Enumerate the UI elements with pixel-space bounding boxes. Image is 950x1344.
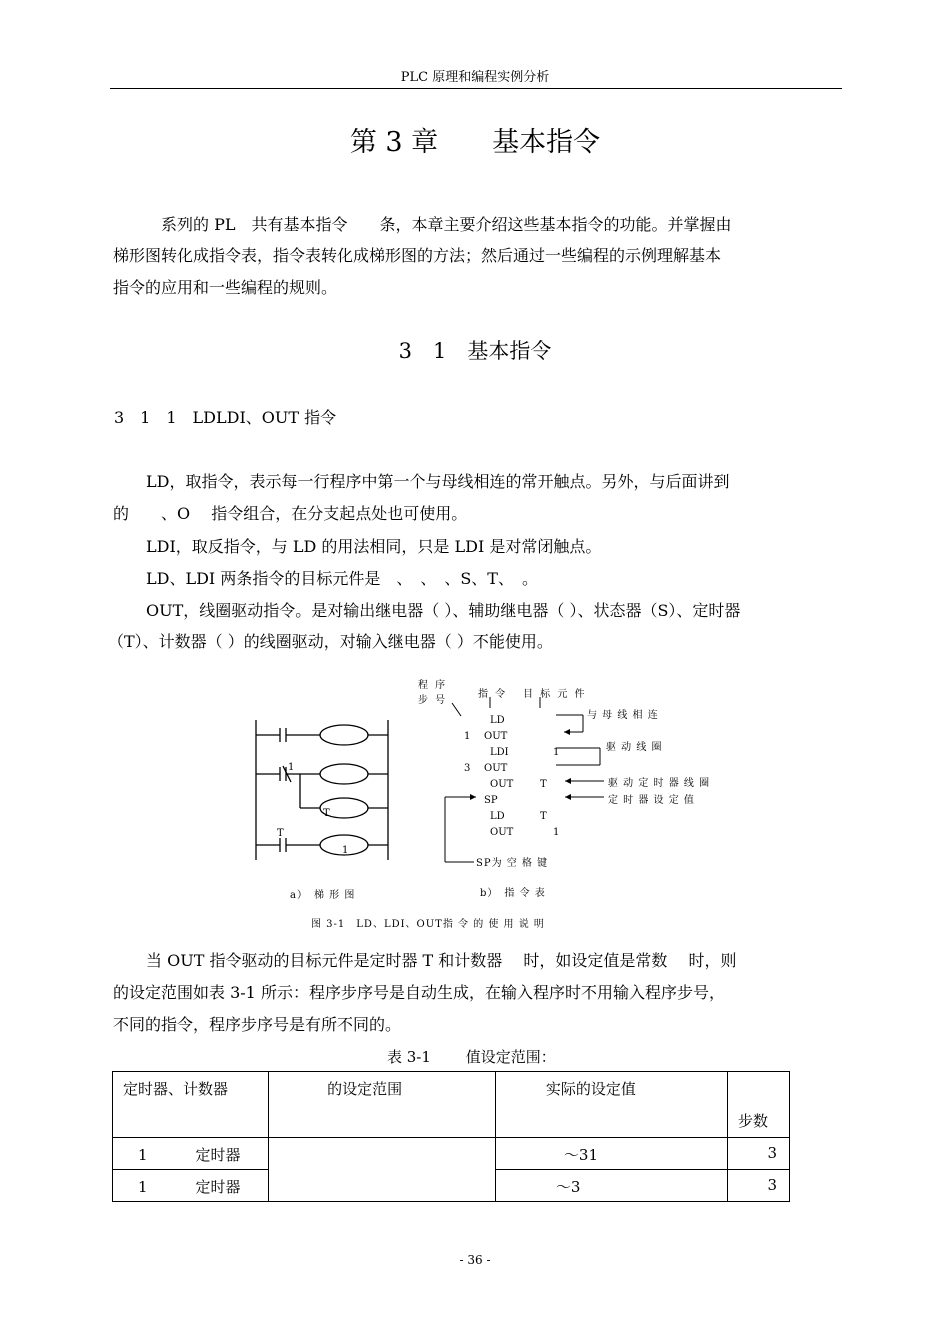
running-header: PLC 原理和编程实例分析: [400, 70, 550, 85]
row-step: 3: [464, 763, 471, 774]
body1-line-1: LD，取指令，表示每一行程序中第一个与母线相连的常开触点。另外，与后面讲到: [146, 472, 730, 491]
setting-range-table: [112, 1071, 790, 1202]
table-header-cell: 实际的设定值: [495, 1072, 727, 1138]
note-sp: SP为 空 格 键: [476, 858, 549, 869]
body2-line-3: 不同的指令，程序步序号是有所不同的。: [113, 1015, 402, 1034]
table-cell: 1: [138, 1146, 148, 1164]
header-step-1: 程 序: [418, 680, 448, 691]
row-step: 1: [464, 731, 471, 742]
intro-line-3: 指令的应用和一些编程的规则。: [113, 278, 338, 297]
row-target: 1: [553, 747, 560, 758]
table-row: [113, 1138, 790, 1170]
table-header-cell: 的设定范围: [269, 1072, 496, 1138]
ladder-label-1: 1: [288, 762, 295, 773]
table-cell: 3: [727, 1170, 789, 1202]
table-caption: 表 3-1 值设定范围：: [387, 1048, 556, 1066]
ladder-label-t2: T: [277, 828, 284, 839]
table-cell: ～3: [495, 1170, 727, 1202]
table-cell-empty: [269, 1138, 496, 1202]
instruction-table-text: [290, 678, 710, 930]
body1-line-2: 的 、O 指令组合，在分支起点处也可使用。: [113, 504, 468, 523]
row-op: OUT: [484, 763, 508, 774]
row-op: SP: [484, 795, 498, 806]
subsection-title: 3 1 1 LDLDI、OUT 指令: [114, 408, 337, 427]
figure-caption: 图 3-1 LD、LDI、OUT指 令 的 使 用 说 明: [311, 919, 545, 930]
subcaption-a: a） 梯 形 图: [290, 890, 356, 901]
row-op: LDI: [490, 747, 509, 758]
subcaption-b: b） 指 令 表: [480, 888, 546, 899]
note-bus: 与 母 线 相 连: [587, 710, 659, 721]
body1-line-4: LD、LDI 两条指令的目标元件是 、 、 、S、T、 。: [146, 569, 538, 588]
header-instr: 指 令: [478, 689, 508, 700]
ladder-label-t: T: [323, 808, 330, 819]
table-cell: 定时器: [195, 1146, 241, 1164]
row-target: T: [540, 779, 547, 790]
row-target: 1: [553, 827, 560, 838]
intro-line-2: 梯形图转化成指令表，指令表转化成梯形图的方法；然后通过一些编程的示例理解基本: [113, 246, 722, 265]
ladder-label-c: 1: [342, 845, 349, 856]
body1-line-6: （T）、计数器（ ）的线圈驱动，对输入继电器（ ）不能使用。: [108, 632, 553, 651]
table-cell: ～31: [495, 1138, 727, 1170]
table-cell: 3: [727, 1138, 789, 1170]
row-op: OUT: [490, 779, 514, 790]
page-number: - 36 -: [459, 1253, 491, 1267]
instruction-arrows: [445, 697, 604, 862]
note-coil: 驱 动 线 圈: [606, 742, 663, 753]
header-step-2: 步 号: [418, 695, 448, 706]
body2-line-2: 的设定范围如表 3-1 所示：程序步序号是自动生成，在输入程序时不用输入程序步号，: [113, 983, 725, 1002]
chapter-title: 第 3 章 基本指令: [349, 127, 601, 158]
note-timer-coil: 驱 动 定 时 器 线 圈: [608, 778, 711, 789]
section-title: 3 1 基本指令: [398, 339, 552, 363]
coil: [320, 725, 368, 745]
table-header-row: [113, 1072, 790, 1138]
ladder-diagram: [256, 720, 388, 860]
table-header-cell: 步数: [727, 1072, 789, 1138]
note-timer-set: 定 时 器 设 定 值: [608, 795, 695, 806]
table-header-cell: 定时器、计数器: [113, 1072, 269, 1138]
row-op: OUT: [490, 827, 514, 838]
row-op: LD: [490, 715, 505, 726]
header-target: 目 标 元 件: [523, 689, 587, 700]
row-op: LD: [490, 811, 505, 822]
body2-line-1: 当 OUT 指令驱动的目标元件是定时器 T 和计数器 时，如设定值是常数 时，则: [146, 951, 737, 970]
body1-line-3: LDI，取反指令，与 LD 的用法相同，只是 LDI 是对常闭触点。: [146, 537, 602, 556]
table-cell: 1: [138, 1178, 148, 1196]
row-target: T: [540, 811, 547, 822]
intro-line-1: 系列的 PL 共有基本指令 条，本章主要介绍这些基本指令的功能。并掌握由: [113, 215, 732, 234]
table-cell: 定时器: [195, 1178, 241, 1196]
row-op: OUT: [484, 731, 508, 742]
body1-line-5: OUT，线圈驱动指令。是对输出继电器（ ）、辅助继电器（ ）、状态器（S）、定时器: [146, 601, 741, 620]
coil: [320, 764, 368, 784]
